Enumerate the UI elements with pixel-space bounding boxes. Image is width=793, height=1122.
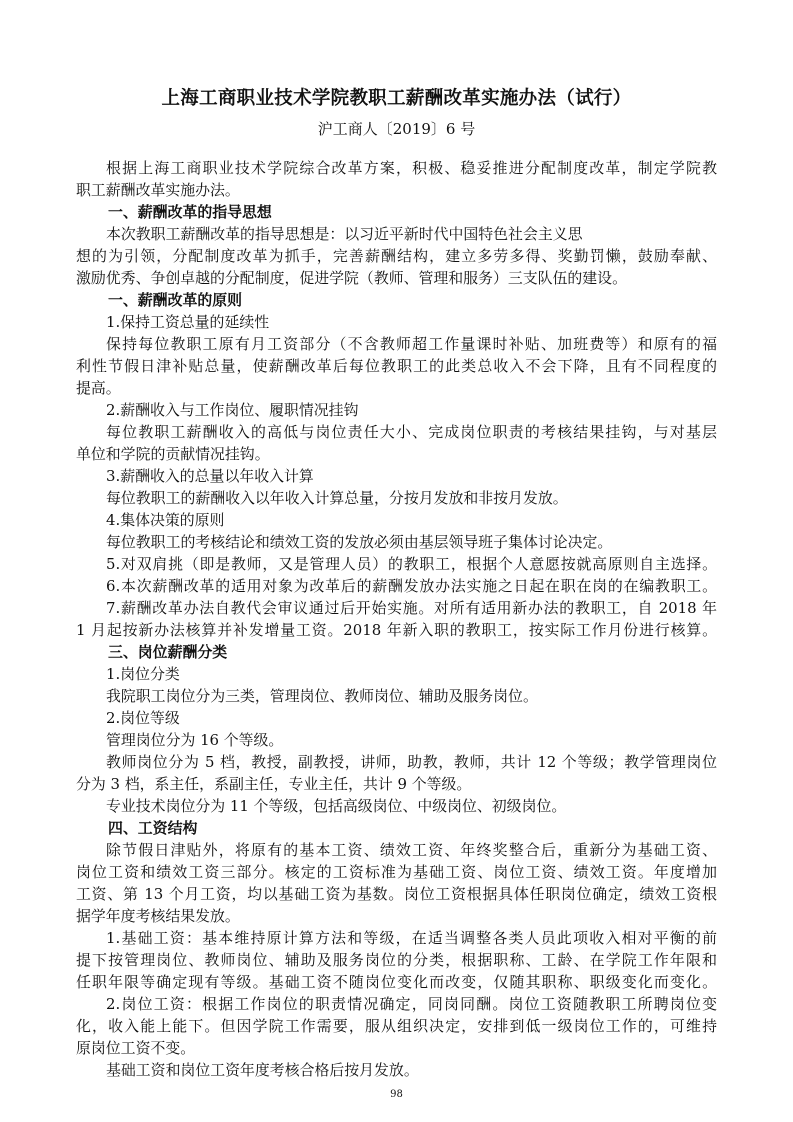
paragraph-line: 管理岗位分为 16 个等级。: [106, 731, 284, 749]
paragraph-line: 1 月起按新办法核算并补发增量工资。2018 年新入职的教职工，按实际工作月份进行核算。: [76, 621, 717, 639]
paragraph-line: 据学年度考核结果发放。: [76, 907, 240, 925]
paragraph-line: 化，收入能上能下。但因学院工作需要，服从组织决定，安排到低一级岗位工作的，可维持: [76, 1017, 717, 1035]
section-heading: 四、工资结构: [108, 819, 198, 837]
document-number: 沪工商人〔2019〕6 号: [317, 120, 476, 138]
subheading: 2.岗位等级: [106, 709, 180, 727]
paragraph-line: 保持每位教职工原有月工资部分（不含教师超工作量课时补贴、加班费等）和原有的福: [106, 335, 717, 353]
paragraph-line: 职工薪酬改革实施办法。: [76, 181, 240, 199]
section-heading: 一、薪酬改革的原则: [108, 291, 243, 309]
paragraph-line: 5.对双肩挑（即是教师，又是管理人员）的教职工，根据个人意愿按就高原则自主选择。: [106, 555, 717, 573]
document-title: 上海工商职业技术学院教职工薪酬改革实施办法（试行）: [161, 88, 632, 109]
paragraph-line: 每位教职工薪酬收入的高低与岗位责任大小、完成岗位职责的考核结果挂钩，与对基层: [106, 423, 717, 441]
paragraph-line: 原岗位工资不变。: [76, 1039, 196, 1057]
section-heading: 一、薪酬改革的指导思想: [108, 203, 272, 221]
paragraph-line: 工资、第 13 个月工资，均以基础工资为基数。岗位工资根据具体任职岗位确定，绩效工资根: [76, 885, 717, 903]
paragraph-line: 岗位工资和绩效工资三部分。核定的工资标准为基础工资、岗位工资、绩效工资。年度增加: [76, 863, 717, 881]
section-heading: 三、岗位薪酬分类: [108, 643, 228, 661]
paragraph-line: 分为 3 档，系主任，系副主任，专业主任，共计 9 个等级。: [76, 775, 472, 793]
paragraph-line: 想的为引领，分配制度改革为抓手，完善薪酬结构，建立多劳多得、奖勤罚懒，鼓励奉献、: [76, 247, 717, 265]
paragraph-line: 我院职工岗位分为三类，管理岗位、教师岗位、辅助及服务岗位。: [106, 687, 538, 705]
paragraph-line: 教师岗位分为 5 档，教授，副教授，讲师，助教，教师，共计 12 个等级；教学管理岗位: [106, 753, 717, 771]
paragraph-line: 2.岗位工资：根据工作岗位的职责情况确定，同岗同酬。岗位工资随教职工所聘岗位变: [106, 995, 717, 1013]
paragraph-line: 单位和学院的贡献情况挂钩。: [76, 445, 270, 463]
paragraph-line: 本次教职工薪酬改革的指导思想是：以习近平新时代中国特色社会主义思: [106, 225, 583, 243]
paragraph-line: 每位教职工的薪酬收入以年收入计算总量，分按月发放和非按月发放。: [106, 489, 568, 507]
subheading: 3.薪酬收入的总量以年收入计算: [106, 467, 314, 485]
paragraph-line: 每位教职工的考核结论和绩效工资的发放必须由基层领导班子集体讨论决定。: [106, 533, 613, 551]
paragraph-line: 提高。: [76, 379, 121, 397]
paragraph-line: 根据上海工商职业技术学院综合改革方案，积极、稳妥推进分配制度改革，制定学院教: [106, 159, 717, 177]
page-number: 98: [390, 1089, 403, 1100]
subheading: 2.薪酬收入与工作岗位、履职情况挂钩: [106, 401, 359, 419]
paragraph-line: 激励优秀、争创卓越的分配制度，促进学院（教师、管理和服务）三支队伍的建设。: [76, 269, 627, 287]
paragraph-line: 利性节假日津补贴总量，使薪酬改革后每位教职工的此类总收入不会下降，且有不同程度的: [76, 357, 717, 375]
paragraph-line: 6.本次薪酬改革的适用对象为改革后的薪酬发放办法实施之日起在职在岗的在编教职工。: [106, 577, 717, 595]
paragraph-line: 专业技术岗位分为 11 个等级，包括高级岗位、中级岗位、初级岗位。: [106, 797, 567, 815]
paragraph-line: 除节假日津贴外，将原有的基本工资、绩效工资、年终奖整合后，重新分为基础工资、: [106, 841, 717, 859]
paragraph-line: 7.薪酬改革办法自教代会审议通过后开始实施。对所有适用新办法的教职工，自 2018 年: [106, 599, 717, 617]
subheading: 1.保持工资总量的延续性: [106, 313, 270, 331]
subheading: 1.岗位分类: [106, 665, 180, 683]
paragraph-line: 任职年限等确定现有等级。基础工资不随岗位变化而改变，仅随其职称、职级变化而变化。: [76, 973, 717, 991]
paragraph-line: 1.基础工资：基本维持原计算方法和等级，在适当调整各类人员此项收入相对平衡的前: [106, 929, 717, 947]
subheading: 4.集体决策的原则: [106, 511, 225, 529]
paragraph-line: 提下按管理岗位、教师岗位、辅助及服务岗位的分类，根据职称、工龄、在学院工作年限和: [76, 951, 717, 969]
paragraph-line: 基础工资和岗位工资年度考核合格后按月发放。: [106, 1061, 419, 1079]
